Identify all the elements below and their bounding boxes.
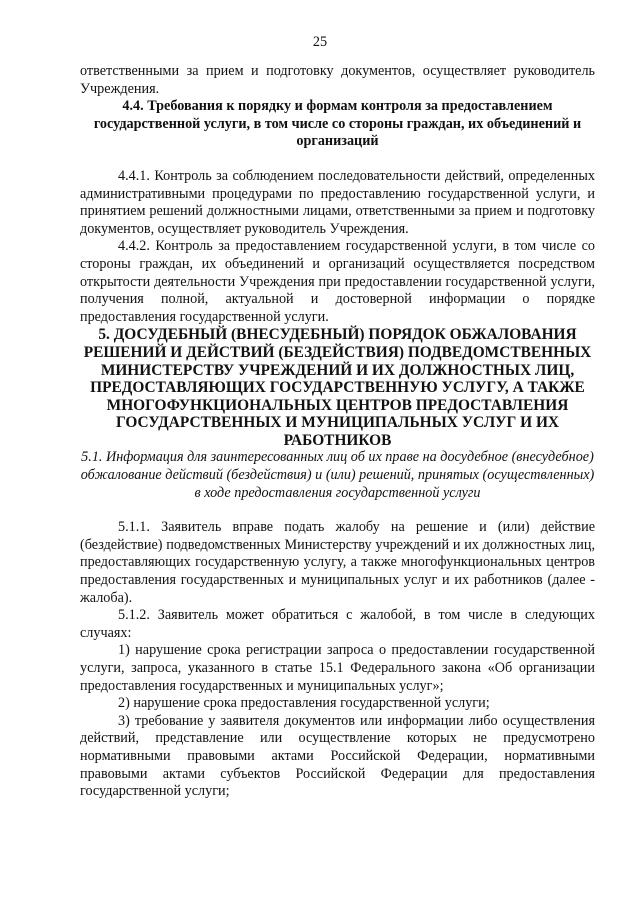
- paragraph-5-1-1: 5.1.1. Заявитель вправе подать жалобу на решение и (или) действие (бездействие) подведомственных Министерству учреждений и их должностных лиц, предоставляющих государственную услугу, а также многофункциональных центров предоставления государственных и муниципальных услуг и их работников (далее - жалоба).: [80, 519, 595, 606]
- page-number: 25: [312, 34, 328, 50]
- list-item-1: 1) нарушение срока регистрации запроса о предоставлении государственной услуги, запроса, указанного в статье 15.1 Федерального закона «Об организации предоставления государственных и муниципальных услуг»;: [80, 642, 595, 694]
- list-item-3: 3) требование у заявителя документов или информации либо осуществления действий, представление или осуществление которых не предусмотрено нормативными правовыми актами Российской Федерации, нормативными правовыми актами субъектов Российской Федерации для предоставления государственной услуги;: [80, 712, 595, 800]
- section-heading-4-4: 4.4. Требования к порядку и формам контроля за предоставлением государственной услуги, в том числе со стороны граждан, их объединений и организаций: [93, 98, 582, 150]
- paragraph-5-1-2: 5.1.2. Заявитель может обратиться с жалобой, в том числе в следующих случаях:: [80, 607, 595, 641]
- list-item-2: 2) нарушение срока предоставления государственной услуги;: [118, 695, 490, 712]
- paragraph-4-4-2: 4.4.2. Контроль за предоставлением государственной услуги, в том числе со стороны граждан, их объединений и организаций осуществляется посредством открытости деятельности Учреждения при предоставлении государственной услуги, получения полной, актуальной и достоверной информации о порядке предоставления государственной услуги.: [80, 238, 595, 325]
- section-heading-5-1: 5.1. Информация для заинтересованных лиц об их праве на досудебное (внесудебное) обжалование действий (бездействия) и (или) решений, принятых (осуществленных) в ходе предоставления государственной услуги: [80, 449, 595, 501]
- paragraph-4-4-1: 4.4.1. Контроль за соблюдением последовательности действий, определенных административными процедурами по предоставлению государственной услуги, и принятием решений должностными лицами, ответственными за прием и подготовку документов, осуществляет руководитель Учреждения.: [80, 167, 595, 237]
- chapter-heading-5: 5. ДОСУДЕБНЫЙ (ВНЕСУДЕБНЫЙ) ПОРЯДОК ОБЖАЛОВАНИЯ РЕШЕНИЙ И ДЕЙСТВИЙ (БЕЗДЕЙСТВИЯ) ПОДВЕДОМСТВЕННЫХ МИНИСТЕРСТВУ УЧРЕЖДЕНИЙ И ИХ ДОЛЖНОСТНЫХ ЛИЦ, ПРЕДОСТАВЛЯЮЩИХ ГОСУДАРСТВЕННУЮ УСЛУГУ, А ТАКЖЕ МНОГОФУНКЦИОНАЛЬНЫХ ЦЕНТРОВ ПРЕДОСТАВЛЕНИЯ ГОСУДАРСТВЕННЫХ И МУНИЦИПАЛЬНЫХ УСЛУГ И ИХ РАБОТНИКОВ: [83, 326, 592, 449]
- page-content: [80, 63, 595, 801]
- continued-paragraph: ответственными за прием и подготовку документов, осуществляет руководитель Учреждения.: [80, 63, 595, 97]
